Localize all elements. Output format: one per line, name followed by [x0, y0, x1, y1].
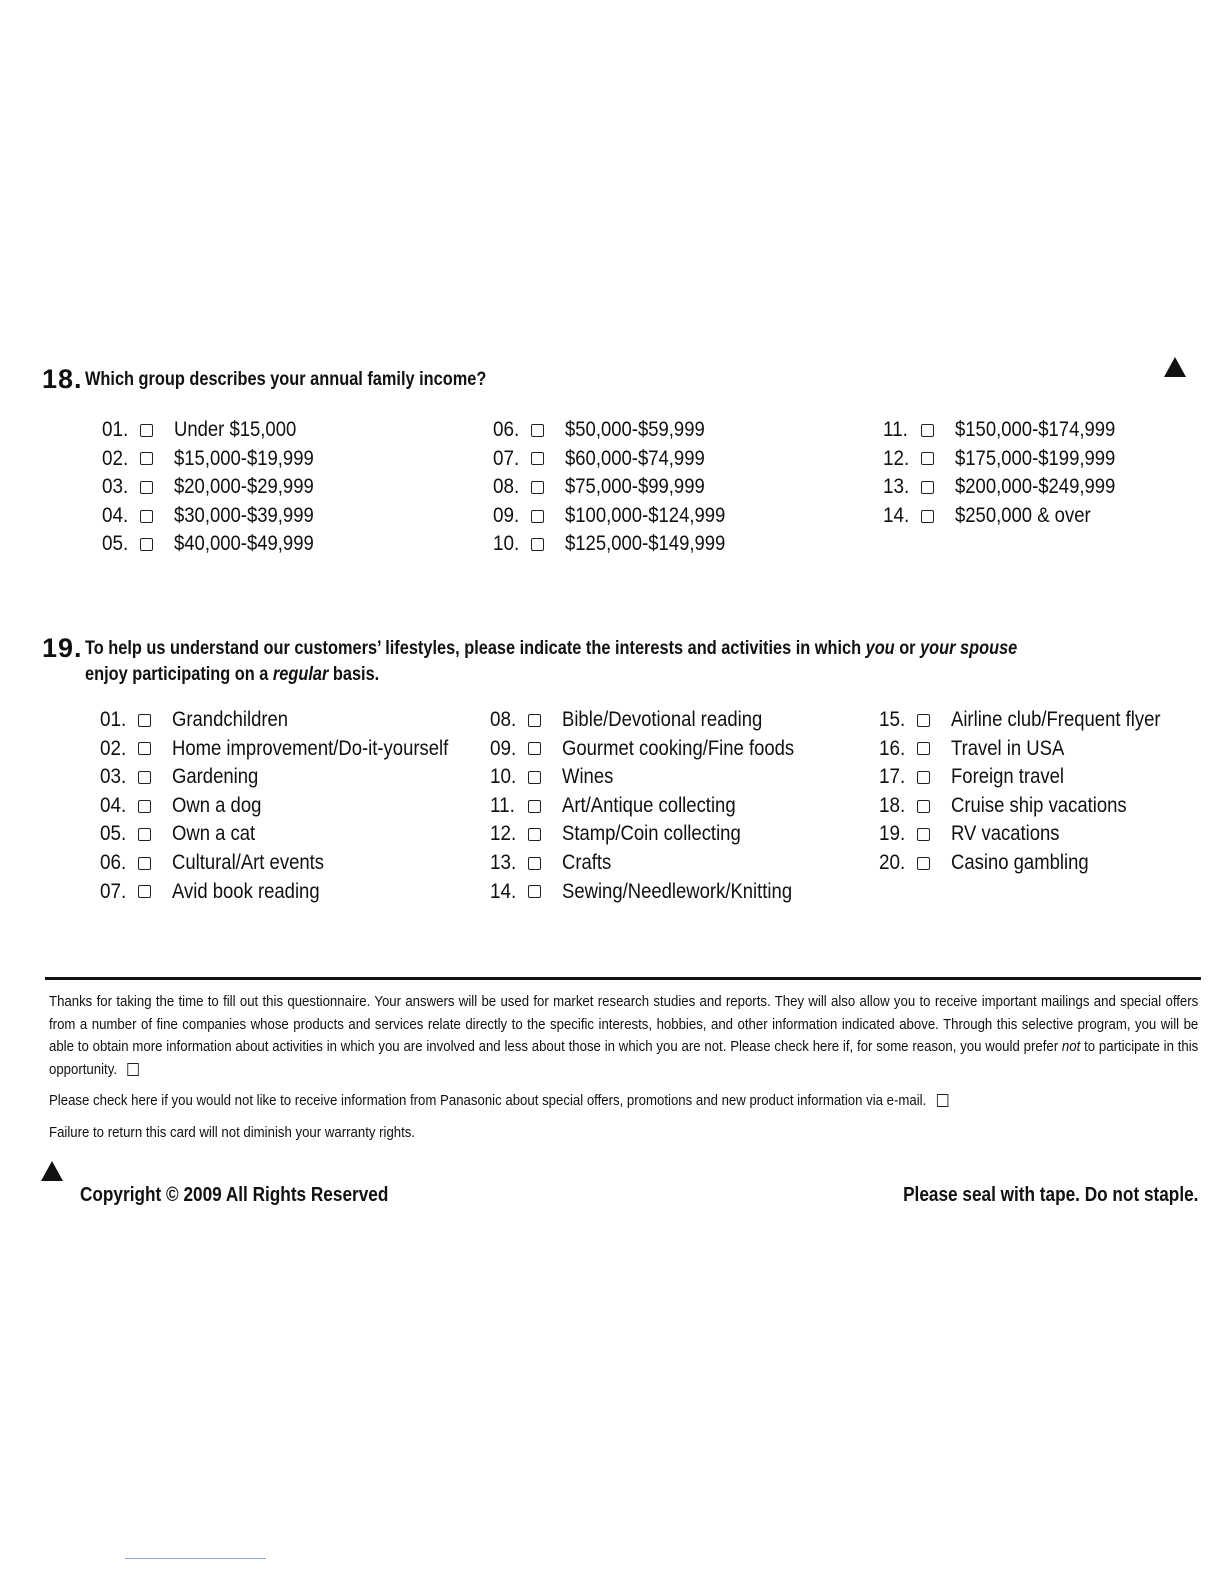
- option-label: Own a dog: [172, 793, 262, 817]
- option-label: $50,000-$59,999: [565, 418, 705, 441]
- option-item[interactable]: [493, 445, 883, 474]
- option-item[interactable]: [493, 416, 883, 445]
- option-checkbox[interactable]: [140, 481, 153, 494]
- fine-print: [49, 991, 1199, 1144]
- option-checkbox[interactable]: [921, 424, 934, 437]
- option-code: 04.: [102, 503, 129, 527]
- option-item[interactable]: [879, 849, 1199, 878]
- option-code: 05.: [100, 822, 127, 846]
- option-checkbox[interactable]: [138, 800, 151, 813]
- option-label: Gourmet cooking/Fine foods: [562, 736, 795, 760]
- option-item[interactable]: [879, 706, 1199, 735]
- consent-paragraph: Thanks for taking the time to fill out this questionnaire. Your answers will be used for market research studies and reports. They will also allow you to receive important mailings and special offers from a number of fine companies whose products and services relate directly to the specific interests, hobbies, and other information indicated above. Through this selective program, you will be able to obtain more information about activities in which you are involved and less about those in which you are not. Please check here if, for some reason, you would prefer not to participate in this opportunity.: [49, 993, 1199, 1078]
- option-checkbox[interactable]: [528, 714, 541, 727]
- option-item[interactable]: [883, 445, 1183, 474]
- option-checkbox[interactable]: [531, 481, 544, 494]
- seal-instructions: Please seal with tape. Do not staple.: [902, 1184, 1198, 1206]
- option-code: 07.: [100, 879, 127, 903]
- option-label: Airline club/Frequent flyer: [951, 708, 1161, 731]
- option-label: Under $15,000: [174, 418, 297, 441]
- option-checkbox[interactable]: [531, 424, 544, 437]
- option-checkbox[interactable]: [917, 714, 930, 727]
- option-label: Crafts: [562, 850, 612, 874]
- option-label: Stamp/Coin collecting: [562, 822, 741, 846]
- option-checkbox[interactable]: [138, 885, 151, 898]
- option-label: $40,000-$49,999: [174, 532, 314, 556]
- option-checkbox[interactable]: [140, 424, 153, 437]
- option-checkbox[interactable]: [917, 828, 930, 841]
- interest-options: [100, 706, 1199, 906]
- option-label: $250,000 & over: [955, 503, 1091, 527]
- option-label: $30,000-$39,999: [174, 503, 314, 527]
- option-checkbox[interactable]: [921, 481, 934, 494]
- question-text: Which group describes your annual family income?: [84, 369, 487, 390]
- income-options: [102, 416, 1183, 559]
- option-code: 19.: [879, 822, 906, 846]
- option-checkbox[interactable]: [140, 452, 153, 465]
- option-code: 11.: [490, 793, 515, 817]
- option-item[interactable]: [490, 735, 879, 764]
- option-code: 10.: [490, 765, 517, 789]
- option-label: Own a cat: [172, 822, 256, 846]
- option-code: 18.: [879, 793, 906, 817]
- option-item[interactable]: [490, 878, 879, 907]
- option-checkbox[interactable]: [140, 538, 153, 551]
- option-checkbox[interactable]: [528, 742, 541, 755]
- option-column: [490, 706, 879, 906]
- option-code: 01.: [100, 708, 127, 731]
- option-code: 09.: [490, 736, 517, 760]
- option-code: 10.: [493, 532, 520, 556]
- up-triangle-icon-bottom-left: [41, 1161, 63, 1181]
- option-checkbox[interactable]: [917, 800, 930, 813]
- question-number: 19.: [42, 633, 83, 663]
- option-item[interactable]: [879, 792, 1199, 821]
- option-checkbox[interactable]: [531, 452, 544, 465]
- option-checkbox[interactable]: [528, 885, 541, 898]
- option-code: 01.: [102, 418, 129, 441]
- warranty-note: Failure to return this card will not diminish your warranty rights.: [49, 1123, 416, 1141]
- option-checkbox[interactable]: [140, 510, 153, 523]
- option-label: Cruise ship vacations: [951, 793, 1127, 817]
- option-checkbox[interactable]: [528, 828, 541, 841]
- option-label: $100,000-$124,999: [565, 503, 726, 527]
- option-code: 06.: [100, 850, 127, 874]
- scan-artifact-line: [125, 1558, 266, 1559]
- opt-out-program-checkbox[interactable]: [128, 1063, 139, 1076]
- option-item[interactable]: [100, 792, 490, 821]
- option-code: 03.: [100, 765, 127, 789]
- option-code: 14.: [490, 879, 517, 903]
- option-column: [100, 706, 490, 906]
- option-checkbox[interactable]: [531, 538, 544, 551]
- option-label: Sewing/Needlework/Knitting: [562, 879, 793, 903]
- option-item[interactable]: [102, 530, 493, 559]
- option-label: Travel in USA: [951, 736, 1065, 760]
- option-label: $20,000-$29,999: [174, 475, 314, 499]
- option-item[interactable]: [490, 820, 879, 849]
- option-label: Grandchildren: [172, 708, 289, 731]
- option-checkbox[interactable]: [921, 452, 934, 465]
- option-label: Foreign travel: [951, 765, 1064, 789]
- option-label: Casino gambling: [951, 850, 1089, 874]
- option-item[interactable]: [883, 473, 1183, 502]
- option-label: Wines: [562, 765, 614, 789]
- option-column: [493, 416, 883, 559]
- option-item[interactable]: [883, 416, 1183, 445]
- option-code: 17.: [879, 765, 906, 789]
- option-column: [102, 416, 493, 559]
- option-label: $60,000-$74,999: [565, 446, 705, 470]
- option-code: 12.: [883, 446, 910, 470]
- option-label: $75,000-$99,999: [565, 475, 705, 499]
- option-item[interactable]: [102, 473, 493, 502]
- option-code: 15.: [879, 708, 906, 731]
- question-text: To help us understand our customers’ lifestyles, please indicate the interests and activities in which you or your spouse enjoy participating on a regular basis.: [84, 638, 1018, 685]
- option-label: $150,000-$174,999: [955, 418, 1116, 441]
- option-code: 04.: [100, 793, 127, 817]
- option-item[interactable]: [490, 763, 879, 792]
- option-checkbox[interactable]: [138, 771, 151, 784]
- option-label: $125,000-$149,999: [565, 532, 726, 556]
- section-divider: [45, 977, 1201, 980]
- option-item[interactable]: [490, 792, 879, 821]
- option-item[interactable]: [490, 849, 879, 878]
- option-item[interactable]: [490, 706, 879, 735]
- option-code: 13.: [883, 475, 910, 499]
- option-column: [883, 416, 1183, 559]
- option-code: 09.: [493, 503, 520, 527]
- option-label: $15,000-$19,999: [174, 446, 314, 470]
- option-label: Art/Antique collecting: [562, 793, 736, 817]
- option-label: Home improvement/Do-it-yourself: [172, 736, 449, 760]
- option-item[interactable]: [100, 878, 490, 907]
- option-code: 05.: [102, 532, 129, 556]
- option-item[interactable]: [102, 502, 493, 531]
- option-code: 14.: [883, 503, 910, 527]
- option-code: 06.: [493, 418, 520, 441]
- option-checkbox[interactable]: [531, 510, 544, 523]
- option-label: RV vacations: [951, 822, 1060, 846]
- option-label: Gardening: [172, 765, 259, 789]
- option-label: $200,000-$249,999: [955, 475, 1116, 499]
- email-opt-out-line: Please check here if you would not like to receive information from Panasonic about special offers, promotions and new product information via e-mail.: [49, 1090, 1198, 1113]
- option-item[interactable]: [493, 502, 883, 531]
- option-code: 02.: [102, 446, 129, 470]
- option-item[interactable]: [102, 445, 493, 474]
- copyright-text: Copyright © 2009 All Rights Reserved: [80, 1184, 389, 1206]
- option-item[interactable]: [100, 849, 490, 878]
- option-checkbox[interactable]: [528, 857, 541, 870]
- option-item[interactable]: [493, 530, 883, 559]
- option-item[interactable]: [879, 820, 1199, 849]
- option-code: 20.: [879, 850, 906, 874]
- option-item[interactable]: [100, 820, 490, 849]
- option-checkbox[interactable]: [138, 828, 151, 841]
- option-checkbox[interactable]: [138, 742, 151, 755]
- question-number: 18.: [42, 364, 83, 394]
- option-checkbox[interactable]: [917, 742, 930, 755]
- option-code: 03.: [102, 475, 129, 499]
- option-item[interactable]: [100, 706, 490, 735]
- option-code: 02.: [100, 736, 127, 760]
- option-checkbox[interactable]: [138, 714, 151, 727]
- option-item[interactable]: [100, 763, 490, 792]
- option-column: [879, 706, 1199, 906]
- question-18: [42, 362, 1182, 396]
- option-code: 11.: [883, 418, 908, 441]
- option-code: 12.: [490, 822, 517, 846]
- option-code: 16.: [879, 736, 906, 760]
- option-code: 07.: [493, 446, 520, 470]
- option-label: Cultural/Art events: [172, 850, 325, 874]
- option-code: 08.: [490, 708, 517, 731]
- option-code: 13.: [490, 850, 517, 874]
- option-item[interactable]: [493, 473, 883, 502]
- option-checkbox[interactable]: [528, 771, 541, 784]
- option-label: Avid book reading: [172, 879, 320, 903]
- email-opt-out-checkbox[interactable]: [937, 1094, 948, 1107]
- option-label: Bible/Devotional reading: [562, 708, 763, 731]
- option-item[interactable]: [879, 735, 1199, 764]
- option-item[interactable]: [879, 763, 1199, 792]
- option-checkbox[interactable]: [528, 800, 541, 813]
- option-item[interactable]: [100, 735, 490, 764]
- option-checkbox[interactable]: [138, 857, 151, 870]
- question-19: [42, 631, 1182, 688]
- option-code: 08.: [493, 475, 520, 499]
- option-label: $175,000-$199,999: [955, 446, 1116, 470]
- option-checkbox[interactable]: [917, 857, 930, 870]
- option-checkbox[interactable]: [917, 771, 930, 784]
- option-item[interactable]: [883, 502, 1183, 531]
- option-item[interactable]: [102, 416, 493, 445]
- option-checkbox[interactable]: [921, 510, 934, 523]
